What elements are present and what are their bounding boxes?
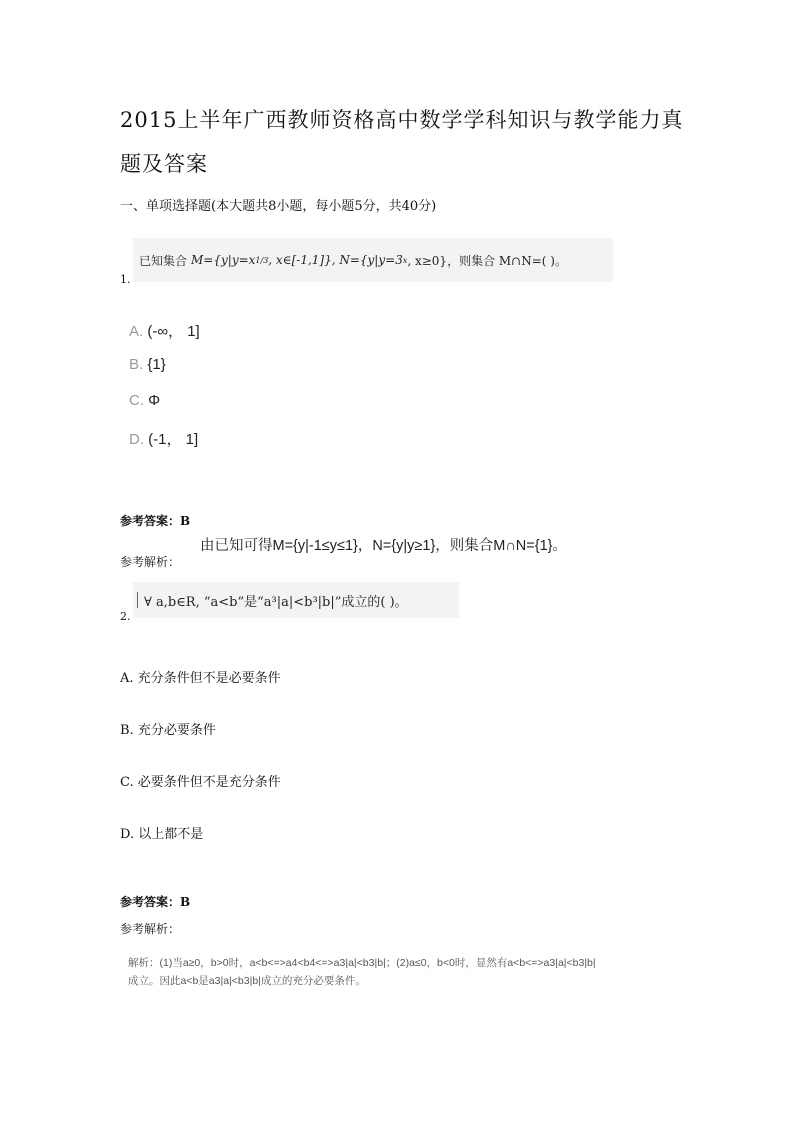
q1-stem-M: M={y|y=x — [191, 253, 256, 267]
q2-option-a-letter: A. — [120, 671, 134, 686]
q1-option-d-text: (-1， 1] — [148, 431, 199, 448]
q2-option-d-letter: D. — [120, 827, 135, 842]
q1-stem-mid: , x∈[-1,1]}, N={y|y=3 — [268, 253, 403, 267]
q1-answer: 参考答案：B — [120, 514, 191, 528]
q2-option-b-text: 充分必要条件 — [137, 723, 216, 738]
q1-analysis-text: 由已知可得M={y|-1≤y≤1}，N={y|y≥1}，则集合M∩N={1}。 — [200, 538, 567, 554]
page-title-line1: 2015上半年广西教师资格高中数学学科知识与教学能力真 — [120, 108, 684, 132]
q2-option-c-text: 必要条件但不是充分条件 — [137, 775, 281, 790]
q2-option-a — [120, 667, 281, 686]
q1-stem-prefix: 已知集合 — [139, 253, 188, 268]
q2-analysis-label: 参考解析： — [120, 922, 181, 936]
q1-stem-end: , x≥0}，则集合 M∩N=( )。 — [407, 253, 567, 268]
q1-stem-exp: 1/3 — [255, 255, 269, 265]
q1-option-b-letter: B. — [129, 356, 144, 373]
q1-option-c-text: Φ — [148, 392, 161, 409]
q2-number: 2. — [120, 610, 131, 623]
q1-option-a-text: (-∞， 1] — [147, 323, 200, 340]
q1-option-a — [129, 320, 200, 341]
q2-analysis-line2: 成立。因此a<b是a3|a|<b3|b|成立的充分必要条件。 — [128, 975, 366, 987]
q2-option-b — [120, 719, 216, 738]
q2-option-d — [120, 823, 203, 842]
q2-stem: ∀ a,b∈R, “a<b”是“a³|a|<b³|b|”成立的( )。 — [144, 594, 408, 610]
q2-option-c-letter: C. — [120, 775, 134, 790]
q1-stem-box — [133, 238, 613, 282]
page-title-line2: 题及答案 — [120, 152, 208, 176]
q2-option-b-letter: B. — [120, 723, 134, 738]
q2-stem-cursor — [137, 592, 138, 608]
q2-option-d-text: 以上都不是 — [138, 827, 204, 842]
q2-option-a-text: 充分条件但不是必要条件 — [137, 671, 281, 686]
q1-option-b-text: {1} — [147, 356, 166, 373]
q1-option-c-letter: C. — [129, 392, 144, 409]
q1-option-d — [129, 428, 198, 449]
q2-analysis-line1: 解析：(1)当a≥0，b>0时，a<b<=>a4<b4<=>a3|a|<b3|b|；(2)a≤0，b<0时，显然有a<b<=>a3|a|<b3|b| — [128, 957, 596, 969]
q1-option-c — [129, 392, 160, 409]
q2-option-c — [120, 771, 281, 790]
q1-analysis-label: 参考解析： — [120, 555, 181, 569]
q1-stem-exp2: x — [402, 255, 408, 265]
q2-stem-box — [133, 582, 459, 618]
q1-number: 1. — [120, 273, 131, 286]
q1-option-d-letter: D. — [129, 431, 144, 448]
q1-option-b — [129, 356, 166, 373]
q2-answer: 参考答案：B — [120, 895, 191, 909]
section-heading: 一、单项选择题(本大题共8小题，每小题5分，共40分) — [120, 199, 437, 214]
q1-option-a-letter: A. — [129, 323, 144, 340]
